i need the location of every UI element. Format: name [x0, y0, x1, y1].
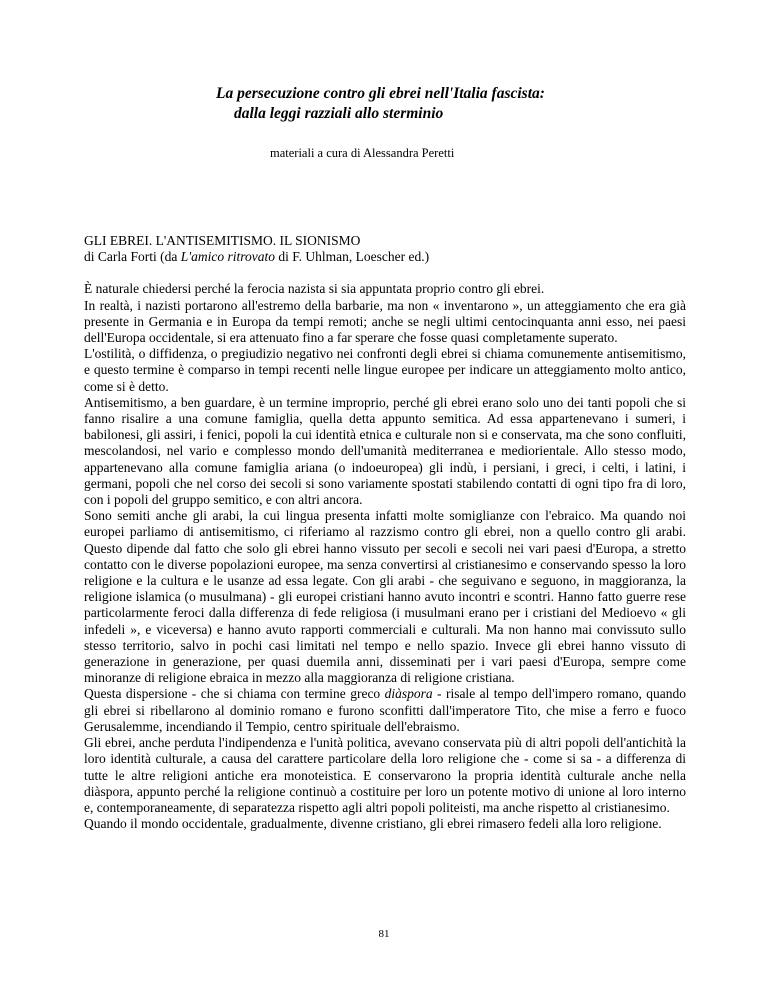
- paragraph-2: In realtà, i nazisti portarono all'estremo della barbarie, ma non « inventarono », un atteggiamento che era già presente in Germania e in Europa da tempi remoti; anche se negli ultimi centocinquanta anni esso, nei paesi dell'Europa occidentale, si era attenuato fino a far sperare che fosse quasi completamente superato.: [84, 297, 686, 346]
- paragraph-8: Quando il mondo occidentale, gradualmente, divenne cristiano, gli ebrei rimasero fedeli alla loro religione.: [84, 816, 662, 832]
- title-line-2: dalla leggi razziali allo sterminio: [234, 105, 444, 122]
- paragraph-6: [84, 686, 686, 735]
- paragraph-6-end: - risale al tempo dell'impero romano, quando gli ebrei si ribellarono al dominio romano e furono sconfitti dall'imperatore Tito, che mise a ferro e fuoco Gerusalemme, incendiando il Tempio, centro spirituale dell'ebraismo.: [84, 686, 686, 734]
- paragraph-4: Antisemitismo, a ben guardare, è un termine improprio, perché gli ebrei erano solo uno dei tanti popoli che si fanno risalire a una comune famiglia, quella detta appunto semitica. Ad essa appartenevano i sumeri, i babilonesi, gli assiri, i fenici, popoli la cui identità etnica e culturale non si e conservata, ma che sono confluiti, mescolandosi, nel vario e complesso mondo dell'umanità mediterranea e mediorientale. Allo stesso modo, appartenevano alla comune famiglia ariana (o indoeuropea) gli indù, i persiani, i greci, i celti, i latini, i germani, popoli che nel corso dei secoli si sono variamente spostati stabilendo contatti di ogni tipo fra di loro, con i popoli del gruppo semitico, e con altri ancora.: [84, 394, 686, 508]
- byline: [84, 249, 686, 265]
- paragraph-1: È naturale chiedersi perché la ferocia nazista si sia appuntata proprio contro gli ebrei.: [84, 281, 545, 297]
- term-diaspora: diàspora: [384, 686, 433, 702]
- paragraph-7: Gli ebrei, anche perduta l'indipendenza e l'unità politica, avevano conservata più di altri popoli dell'antichità la loro identità culturale, a causa del carattere particolare della loro religione che - come si sa - a differenza di tutte le altre religioni antiche era monoteistica. E conservarono la propria identità culturale anche nella diàspora, appunto perché la religione continuò a costituire per loro un potente motivo di unione al loro interno e, contemporaneamente, di separatezza rispetto agli altri popoli politeisti, ma anche rispetto al cristianesimo.: [84, 735, 686, 815]
- section-heading: GLI EBREI. L'ANTISEMITISMO. IL SIONISMO: [84, 233, 361, 248]
- page-number: 81: [378, 928, 390, 940]
- paragraph-6-start: Questa dispersione - che si chiama con termine greco: [84, 686, 385, 702]
- paragraph-5: Sono semiti anche gli arabi, la cui lingua presenta infatti molte somiglianze con l'ebraico. Ma quando noi europei parliamo di antisemitismo, ci riferiamo al razzismo contro gli ebrei, non a quello contro gli arabi. Questo dipende dal fatto che solo gli ebrei hanno vissuto per secoli e secoli nei vari paesi d'Europa, a stretto contatto con le diverse popolazioni europee, ma senza convertirsi al cristianesimo e conservando spesso la loro religione e la cultura e le usanze ad essa legate. Con gli arabi - che seguivano e seguono, in maggioranza, la religione islamica (o musulmana) - gli europei cristiani hanno avuto incontri e scontri. Hanno fatto guerre rese particolarmente feroci dalla differenza di fede religiosa (i musulmani erano per i cristiani del Medioevo « gli infedeli », e viceversa) e hanno avuto rapporti commerciali e culturali. Ma non hanno mai convissuto sullo stesso territorio, salvo in pochi casi limitati nel tempo e nello spazio. Invece gli ebrei hanno vissuto di generazione in generazione, per quasi duemila anni, disseminati per i vari paesi d'Europa, sempre come minoranze di religione ebraica in mezzo alla maggioranza di religione cristiana.: [84, 508, 686, 686]
- byline-prefix: di Carla Forti (da: [84, 249, 181, 265]
- title-line-1: La persecuzione contro gli ebrei nell'Italia fascista:: [216, 85, 545, 102]
- document-body: [84, 233, 686, 832]
- paragraph-3: L'ostilità, o diffidenza, o pregiudizio negativo nei confronti degli ebrei si chiama comunemente antisemitismo, e questo termine è comparso in tempi recenti nelle lingue europee per indicare un atteggiamento molto antico, come si è detto.: [84, 346, 686, 394]
- document-title: [216, 84, 736, 124]
- credit-line: materiali a cura di Alessandra Peretti: [270, 146, 455, 160]
- byline-suffix: di F. Uhlman, Loescher ed.): [275, 249, 430, 265]
- byline-book-title: L'amico ritrovato: [180, 249, 275, 265]
